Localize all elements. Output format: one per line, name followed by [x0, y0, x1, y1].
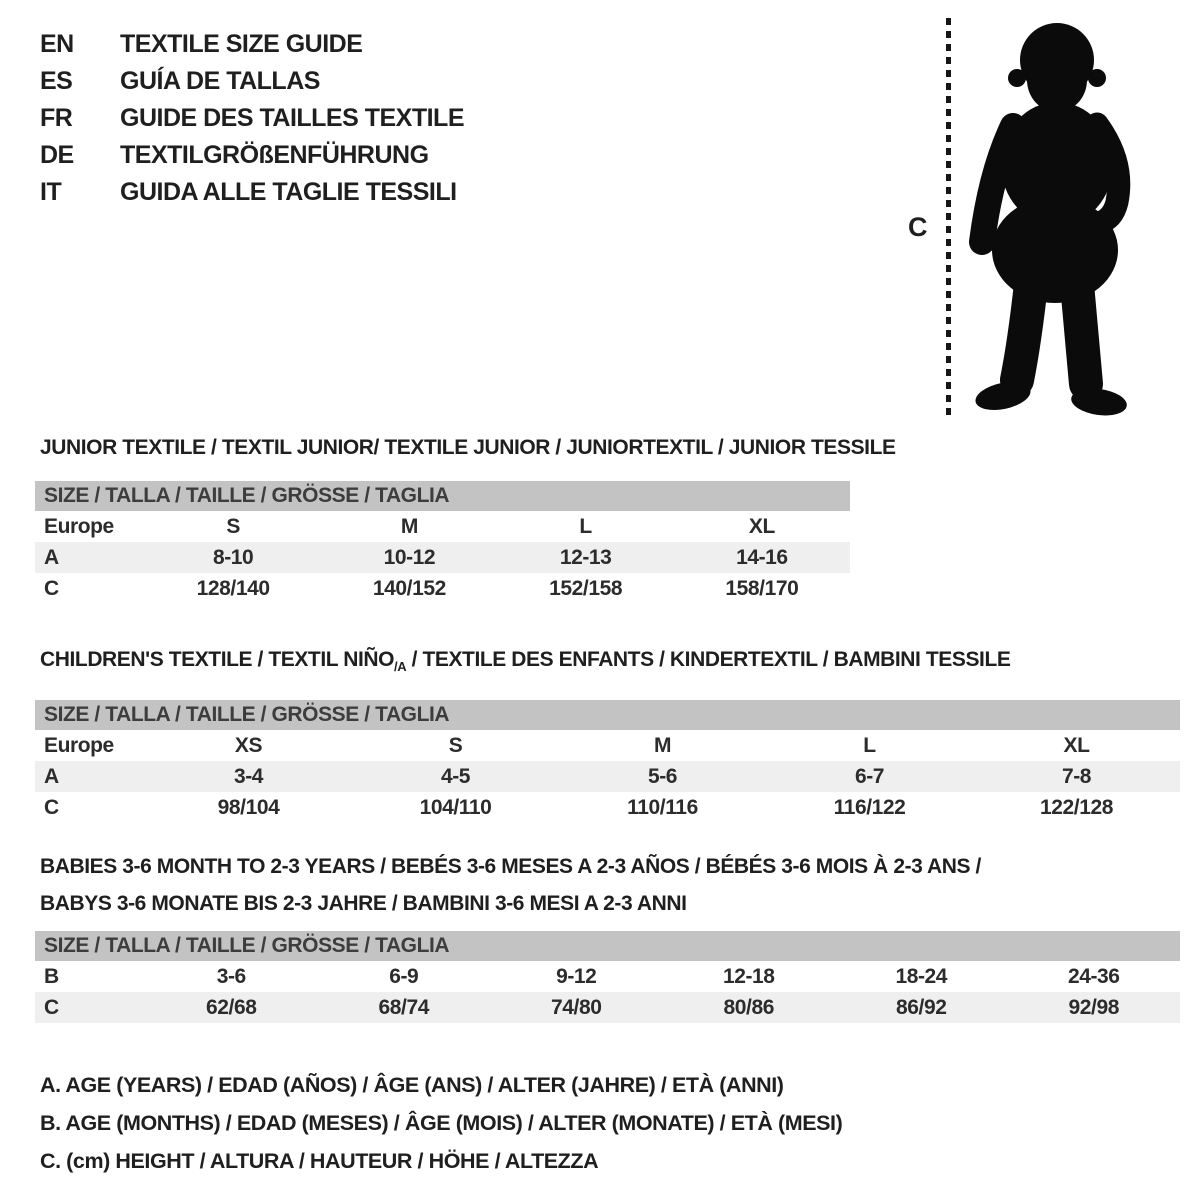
- row-label: Europe: [44, 733, 114, 757]
- size-value: 92/98: [1068, 995, 1119, 1019]
- size-value: L: [579, 514, 592, 538]
- size-value: 74/80: [551, 995, 602, 1019]
- size-header-bar: SIZE / TALLA / TAILLE / GRÖSSE / TAGLIA: [35, 481, 850, 511]
- section-title-junior-textile: [40, 436, 1180, 459]
- section-babies-textile: [35, 848, 1180, 1023]
- size-value: 140/152: [372, 576, 446, 600]
- language-code: EN: [40, 30, 74, 58]
- guide-title-de: TEXTILGRÖßENFÜHRUNG: [120, 141, 429, 169]
- table-row-c: [35, 992, 1180, 1023]
- section-junior-textile: [35, 436, 1180, 604]
- row-label: C: [44, 795, 59, 819]
- section-title-babies-textile: [40, 848, 1180, 922]
- row-label: C: [44, 995, 59, 1019]
- table-row-europe: [35, 730, 1180, 761]
- size-value: 12-13: [559, 545, 612, 569]
- size-value: 116/122: [833, 795, 906, 819]
- size-value: S: [226, 514, 240, 538]
- section-title-childrens-textile: [40, 648, 1180, 678]
- size-table-childrens-textile: [35, 730, 1180, 823]
- size-value: 104/110: [419, 795, 492, 819]
- language-row-it: [40, 174, 464, 211]
- table-row-europe: [35, 511, 850, 542]
- size-value: 98/104: [217, 795, 280, 819]
- size-value: 8-10: [212, 545, 254, 569]
- legend-line-c: C. (cm) HEIGHT / ALTURA / HAUTEUR / HÖHE / ALTEZZA: [40, 1149, 599, 1173]
- size-value: L: [863, 733, 876, 757]
- size-value: 80/86: [723, 995, 774, 1019]
- section-title-line: [40, 436, 1180, 459]
- language-code: FR: [40, 104, 73, 132]
- size-value: 128/140: [196, 576, 270, 600]
- title-segment: /A: [394, 659, 407, 675]
- toddler-silhouette-icon: [965, 12, 1140, 422]
- language-code: DE: [40, 141, 74, 169]
- row-label: Europe: [44, 514, 114, 538]
- size-value: 68/74: [378, 995, 429, 1019]
- measurement-legend: [40, 1066, 842, 1180]
- size-value: 9-12: [556, 964, 597, 988]
- size-value: 10-12: [383, 545, 436, 569]
- section-title-line: [40, 848, 1180, 885]
- table-row-b: [35, 961, 1180, 992]
- title-segment: JUNIOR TEXTILE / TEXTIL JUNIOR/ TEXTILE JUNIOR / JUNIORTEXTIL / JUNIOR TESSILE: [40, 436, 896, 459]
- guide-title-fr: GUIDE DES TAILLES TEXTILE: [120, 104, 465, 132]
- title-segment: BABIES 3-6 MONTH TO 2-3 YEARS / BEBÉS 3-6 MESES A 2-3 AÑOS / BÉBÉS 3-6 MOIS À 2-3 ANS /: [40, 855, 981, 878]
- size-value: 14-16: [736, 545, 788, 569]
- row-label: A: [44, 545, 59, 569]
- height-measure-dashed-line: [946, 18, 951, 416]
- title-segment: BABYS 3-6 MONATE BIS 2-3 JAHRE / BAMBINI 3-6 MESI A 2-3 ANNI: [40, 892, 687, 915]
- table-row-a: [35, 761, 1180, 792]
- section-title-line: [40, 648, 1180, 678]
- guide-title-it: GUIDA ALLE TAGLIE TESSILI: [120, 178, 457, 206]
- size-value: M: [400, 514, 418, 538]
- size-header-bar: SIZE / TALLA / TAILLE / GRÖSSE / TAGLIA: [35, 931, 1180, 961]
- language-row-en: [40, 26, 464, 63]
- title-segment: CHILDREN'S TEXTILE / TEXTIL NIÑO: [40, 648, 395, 671]
- language-row-de: [40, 137, 464, 174]
- table-row-a: [35, 542, 850, 573]
- size-table-babies-textile: [35, 961, 1180, 1023]
- size-table-junior-textile: [35, 511, 1180, 604]
- size-value: M: [653, 733, 672, 757]
- size-value: 122/128: [1040, 795, 1113, 819]
- row-label: A: [44, 764, 59, 788]
- table-row-c: [35, 792, 1180, 823]
- size-value: XS: [234, 733, 263, 757]
- size-value: S: [448, 733, 463, 757]
- language-title-list: [40, 26, 464, 211]
- section-title-line: [40, 885, 1180, 922]
- size-value: 110/116: [627, 795, 698, 819]
- table-row-c: [35, 573, 850, 604]
- row-label: B: [44, 964, 59, 988]
- size-value: 3-4: [233, 764, 264, 788]
- size-value: 5-6: [647, 764, 678, 788]
- language-code: IT: [40, 178, 62, 206]
- size-value: 3-6: [216, 964, 246, 988]
- size-value: XL: [748, 514, 775, 538]
- language-code: ES: [40, 67, 73, 95]
- size-value: XL: [1063, 733, 1090, 757]
- size-value: 18-24: [895, 964, 948, 988]
- size-value: 4-5: [440, 764, 471, 788]
- size-value: 158/170: [725, 576, 799, 600]
- size-value: 7-8: [1061, 764, 1092, 788]
- language-row-fr: [40, 100, 464, 137]
- size-value: 86/92: [896, 995, 947, 1019]
- guide-title-en: TEXTILE SIZE GUIDE: [120, 30, 363, 58]
- size-value: 6-7: [854, 764, 885, 788]
- size-value: 62/68: [206, 995, 257, 1019]
- guide-title-es: GUÍA DE TALLAS: [120, 67, 320, 95]
- language-row-es: [40, 63, 464, 100]
- size-header-bar: SIZE / TALLA / TAILLE / GRÖSSE / TAGLIA: [35, 700, 1180, 730]
- height-measure-label: C: [908, 212, 928, 242]
- size-value: 24-36: [1067, 964, 1120, 988]
- size-value: 12-18: [722, 964, 775, 988]
- section-childrens-textile: [35, 648, 1180, 823]
- size-value: 152/158: [549, 576, 623, 600]
- size-value: 6-9: [389, 964, 419, 988]
- legend-line-b: B. AGE (MONTHS) / EDAD (MESES) / ÂGE (MOIS) / ALTER (MONATE) / ETÀ (MESI): [40, 1111, 843, 1135]
- legend-line-a: A. AGE (YEARS) / EDAD (AÑOS) / ÂGE (ANS) / ALTER (JAHRE) / ETÀ (ANNI): [40, 1073, 784, 1097]
- row-label: C: [44, 576, 59, 600]
- title-segment: / TEXTILE DES ENFANTS / KINDERTEXTIL / BAMBINI TESSILE: [406, 648, 1011, 671]
